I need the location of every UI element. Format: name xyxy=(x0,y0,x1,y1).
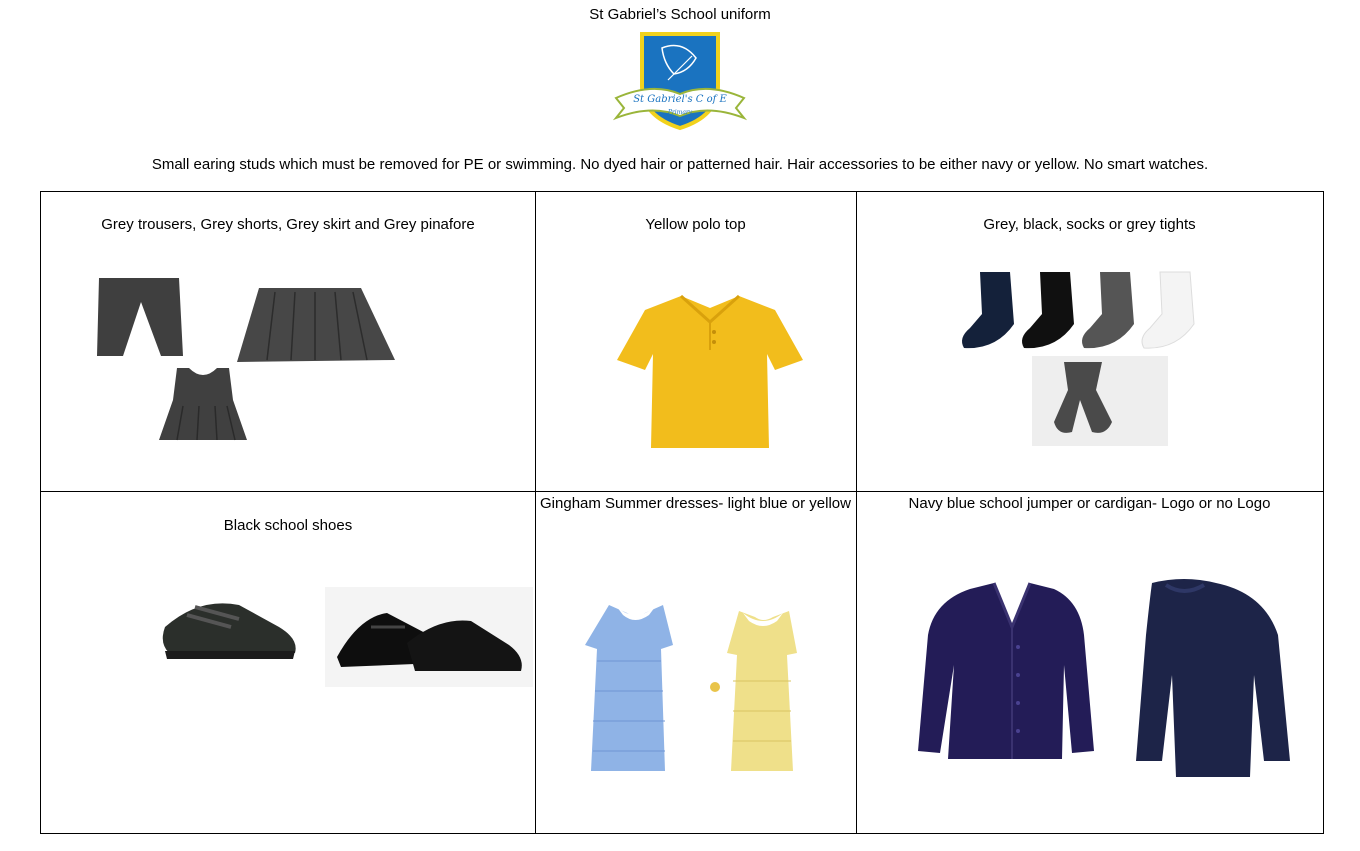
cell-polo-top xyxy=(535,192,856,491)
cell-grey-bottoms xyxy=(41,192,535,491)
jumper-icon xyxy=(914,575,1300,785)
caption-dresses: Gingham Summer dresses- light blue or yellow xyxy=(540,495,851,512)
cell-shoes xyxy=(41,491,535,833)
caption-polo-top: Yellow polo top xyxy=(645,216,746,233)
uniform-rules: Small earing studs which must be removed for PE or swimming. No dyed hair or patterned hair. Hair accessories to be either navy or yellow. No smart watches. xyxy=(151,156,1209,173)
svg-text:Primary: Primary xyxy=(667,109,693,116)
cell-jumper xyxy=(856,491,1323,833)
page-title: St Gabriel’s School uniform xyxy=(589,6,771,23)
school-crest-logo xyxy=(612,28,748,134)
caption-jumper: Navy blue school jumper or cardigan- Logo or no Logo xyxy=(908,495,1271,512)
caption-socks: Grey, black, socks or grey tights xyxy=(983,216,1196,233)
socks-icon xyxy=(956,266,1236,448)
caption-shoes: Black school shoes xyxy=(223,517,353,534)
polo-shirt-icon xyxy=(615,288,805,458)
shoes-icon xyxy=(159,587,535,689)
grey-bottoms-icon xyxy=(91,272,411,452)
dress-icon xyxy=(583,601,823,781)
caption-grey-bottoms: Grey trousers, Grey shorts, Grey skirt and Grey pinafore xyxy=(101,216,475,233)
cell-socks xyxy=(856,192,1323,491)
uniform-table xyxy=(40,191,1324,834)
cell-dresses xyxy=(535,491,856,833)
svg-text:St Gabriel's C of E: St Gabriel's C of E xyxy=(633,94,727,105)
